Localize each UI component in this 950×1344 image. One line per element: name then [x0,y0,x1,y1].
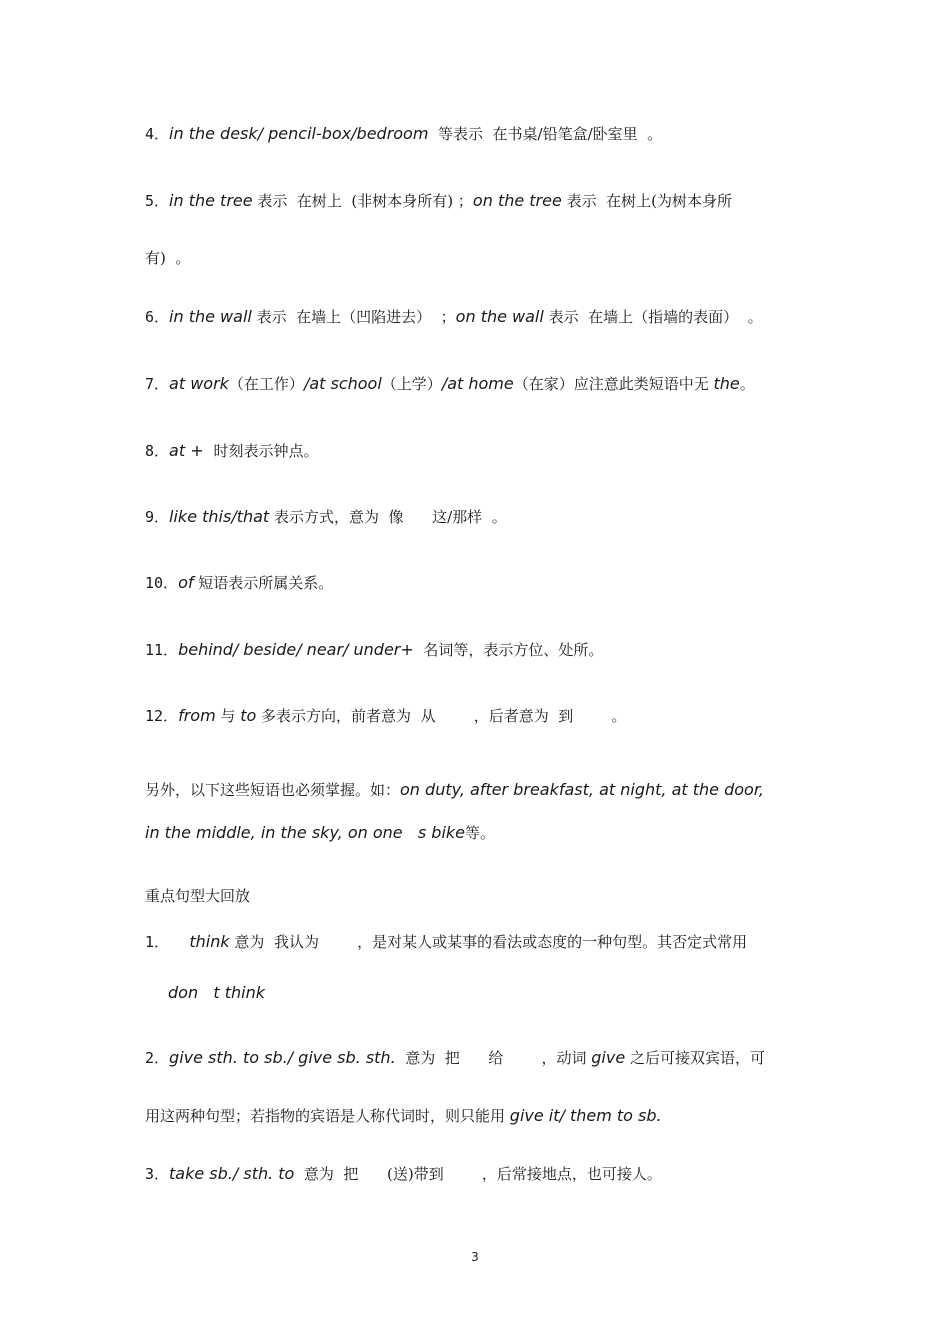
text-line [145,307,763,327]
text-line [145,507,507,527]
item-number: 9． [145,508,170,526]
english-phrase: like this/that [169,507,270,526]
english-phrase: behind/ beside/ near/ under+ [178,640,414,659]
chinese-text: 与 [215,707,241,725]
text-line [145,124,662,144]
chinese-text: （上学） [381,375,442,393]
text-line [145,640,603,660]
english-phrase: from [178,706,216,725]
text-line [145,1106,662,1126]
text-line [145,823,495,843]
english-phrase: give it/ them to sb. [509,1106,662,1125]
chinese-text: 多表示方向，前者意为 从 ，后者意为 到 。 [256,707,627,725]
english-phrase: at work [169,374,229,393]
english-phrase: the [713,374,740,393]
english-phrase: on the wall [455,307,544,326]
item-number: 10． [145,574,179,592]
english-phrase: of [178,573,194,592]
text-line [145,780,764,800]
text-line [145,932,747,952]
english-phrase: /at school [303,374,382,393]
text-line [145,374,755,394]
item-number: 12． [145,707,179,725]
item-number: 2． [145,1049,170,1067]
english-phrase: don t think [168,983,265,1002]
page-number: 3 [471,1250,479,1264]
text-line [145,1048,765,1068]
item-number: 6． [145,308,170,326]
english-phrase: in the wall [169,307,252,326]
chinese-text: 表示 在墙上（指墙的表面） 。 [543,308,763,326]
english-phrase: think [169,932,230,951]
english-phrase: in the desk/ pencil-box/bedroom [169,124,429,143]
english-phrase: in the tree [169,191,253,210]
item-number: 7． [145,375,170,393]
chinese-text: 时刻表示钟点。 [208,442,319,460]
chinese-text: 名词等，表示方位、处所。 [413,641,604,659]
chinese-text: 表示方式，意为 像 这/那样 。 [269,508,507,526]
chinese-text: 等。 [465,824,496,842]
item-number: 11． [145,641,179,659]
chinese-text: 表示 在墙上（凹陷进去） ； [251,308,456,326]
chinese-text: （在家）应注意此类短语中无 [513,375,714,393]
text-line [145,191,732,211]
english-phrase: at + [169,441,209,460]
item-number: 8． [145,442,170,460]
chinese-text: 有) 。 [145,249,191,267]
item-number: 3． [145,1165,170,1183]
item-number: 4． [145,125,170,143]
chinese-text: 等表示 在书桌/铅笔盒/卧室里 。 [428,125,663,143]
english-phrase: take sb./ sth. to [169,1164,295,1183]
english-phrase: on duty, after breakfast, at night, at the door, [400,780,765,799]
chinese-text: 表示 在树上 (非树本身所有) ； [252,192,473,210]
chinese-text: 意为 把 (送)带到 ，后常接地点，也可接人。 [294,1165,662,1183]
text-line [145,441,318,461]
english-phrase: /at home [441,374,514,393]
chinese-text: 意为 我认为 ，是对某人或某事的看法或态度的一种句型。其否定式常用 [229,933,748,951]
chinese-text: 另外，以下这些短语也必须掌握。如： [145,781,401,799]
text-line [145,886,250,906]
text-line [145,248,190,268]
chinese-text: 。 [739,375,755,393]
english-phrase: on the tree [472,191,562,210]
english-phrase: give [591,1048,626,1067]
chinese-text: 之后可接双宾语，可 [625,1049,765,1067]
chinese-text: 重点句型大回放 [145,887,251,905]
chinese-text: 用这两种句型；若指物的宾语是人称代词时，则只能用 [145,1107,510,1125]
chinese-text: 意为 把 给 ，动词 [395,1049,592,1067]
text-line [145,1164,662,1184]
text-line [145,706,626,726]
item-number: 1． [145,933,170,951]
item-number: 5． [145,192,170,210]
text-line [145,573,333,593]
english-phrase: in the middle, in the sky, on one s bike [145,823,466,842]
chinese-text: 短语表示所属关系。 [193,574,334,592]
chinese-text: （在工作） [228,375,304,393]
english-phrase: to [240,706,257,725]
text-line [168,983,265,1003]
english-phrase: give sth. to sb./ give sb. sth. [169,1048,396,1067]
chinese-text: 表示 在树上(为树本身所 [561,192,732,210]
